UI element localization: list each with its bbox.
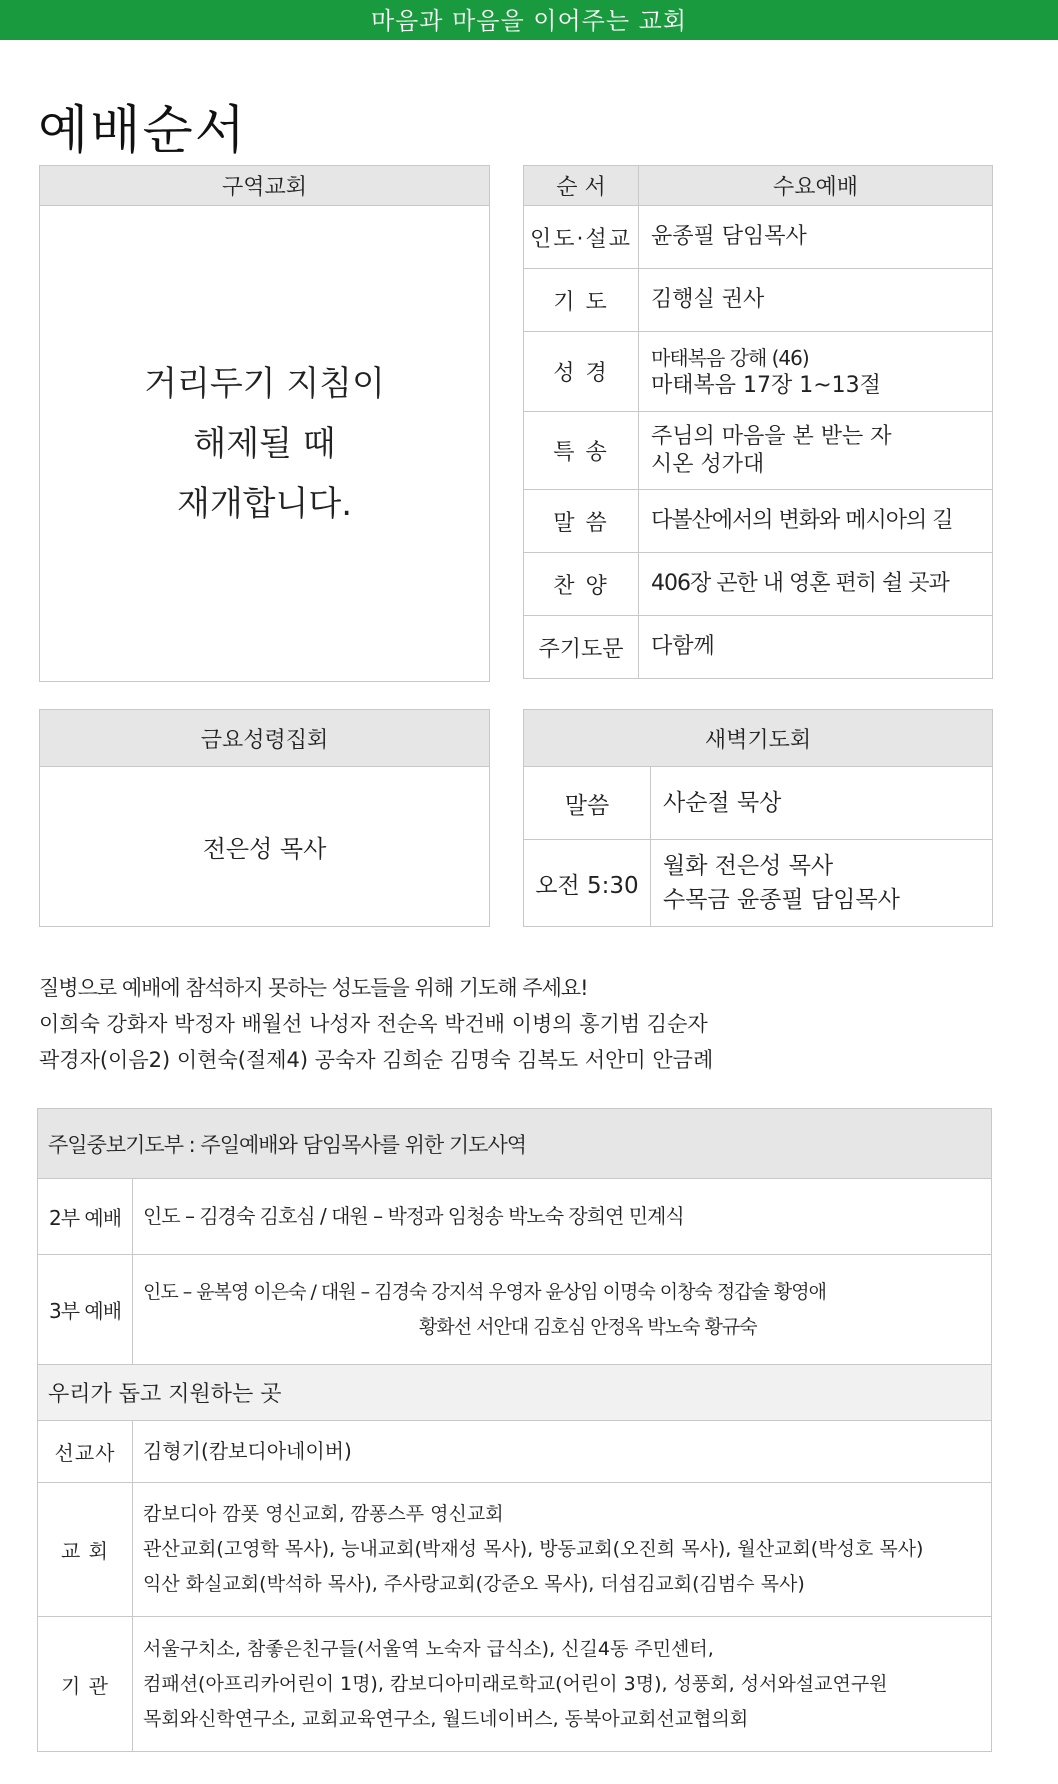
row-value: 김형기(캄보디아네이버) <box>133 1421 992 1483</box>
prayer-heading: 질병으로 예배에 참석하지 못하는 성도들을 위해 기도해 주세요! <box>39 976 588 1000</box>
support-line: 캄보디아 깜폿 영신교회, 깜퐁스푸 영신교회 <box>143 1503 504 1525</box>
row-value <box>133 1483 992 1617</box>
dawn-leader-line: 수목금 윤종필 담임목사 <box>663 887 900 913</box>
support-line: 목회와신학연구소, 교회교육연구소, 월드네이버스, 동북아교회선교협의회 <box>143 1707 749 1730</box>
row-label: 기 도 <box>524 269 639 332</box>
row-label: 말 씀 <box>524 490 639 553</box>
table-row <box>38 1617 992 1752</box>
top-banner: 마음과 마음을 이어주는 교회 <box>0 0 1058 40</box>
row-value: 김행실 권사 <box>639 269 993 332</box>
intercession-support-table <box>37 1108 992 1752</box>
row-value: 인도 – 김경숙 김호심 / 대원 – 박정과 임청송 박노숙 장희연 민계식 <box>133 1179 992 1255</box>
dawn-leader-line: 월화 전은성 목사 <box>663 853 834 879</box>
dawn-header: 새벽기도회 <box>524 710 993 767</box>
row-value <box>639 332 993 412</box>
table-row <box>38 1483 992 1617</box>
wednesday-worship-table <box>523 165 993 679</box>
row-label: 기 관 <box>38 1617 133 1752</box>
dawn-prayer-table <box>523 709 993 927</box>
row-label: 성 경 <box>524 332 639 412</box>
scripture-passage: 마태복음 17장 1~13절 <box>651 372 881 398</box>
row-value <box>639 412 993 490</box>
table-row <box>524 553 993 616</box>
special-song-choir: 시온 성가대 <box>651 451 765 477</box>
friday-leader: 전은성 목사 <box>40 767 490 927</box>
district-line: 해제될 때 <box>193 423 336 464</box>
support-line: 익산 화실교회(박석하 목사), 주사랑교회(강준오 목사), 더섬김교회(김범수 목사) <box>143 1573 805 1595</box>
intercession-line: 황화선 서안대 김호심 안정옥 박노숙 황규숙 <box>419 1315 757 1338</box>
table-row <box>38 1421 992 1483</box>
row-value <box>133 1617 992 1752</box>
support-title: 우리가 돕고 지원하는 곳 <box>38 1365 992 1421</box>
friday-meeting-box <box>39 709 490 927</box>
table-row <box>524 332 993 412</box>
table-row <box>38 1179 992 1255</box>
table-row <box>524 616 993 679</box>
support-line: 관산교회(고영학 목사), 능내교회(박재성 목사), 방동교회(오진희 목사), 월산교회(박성호 목사) <box>143 1538 924 1560</box>
row-value <box>133 1255 992 1365</box>
district-header: 구역교회 <box>40 166 490 206</box>
row-value: 윤종필 담임목사 <box>639 206 993 269</box>
table-row <box>524 269 993 332</box>
support-line: 서울구치소, 참좋은친구들(서울역 노숙자 급식소), 신길4동 주민센터, <box>143 1637 714 1660</box>
intercession-line: 인도 – 윤복영 이은숙 / 대원 – 김경숙 강지석 우영자 윤상임 이명숙 이창숙 정갑술 황영애 <box>143 1280 826 1303</box>
table-row <box>524 490 993 553</box>
row-label: 오전 5:30 <box>524 840 651 927</box>
table-row <box>38 1255 992 1365</box>
intercession-title: 주일중보기도부 : 주일예배와 담임목사를 위한 기도사역 <box>38 1109 992 1179</box>
prayer-request-section <box>39 970 713 1078</box>
row-value <box>651 840 993 927</box>
district-line: 거리두기 지침이 <box>144 363 385 404</box>
row-label: 말씀 <box>524 767 651 840</box>
wednesday-header: 수요예배 <box>639 166 993 206</box>
prayer-names: 곽경자(이음2) 이현숙(절제4) 공숙자 김희순 김명숙 김복도 서안미 안금례 <box>39 1048 714 1072</box>
row-label: 찬 양 <box>524 553 639 616</box>
table-row <box>524 840 993 927</box>
table-row <box>524 412 993 490</box>
table-row <box>524 767 993 840</box>
sermon-title: 다볼산에서의 변화와 메시아의 길 <box>639 490 993 553</box>
table-row <box>524 206 993 269</box>
row-label: 주기도문 <box>524 616 639 679</box>
row-label: 3부 예배 <box>38 1255 133 1365</box>
support-line: 컴패션(아프리카어린이 1명), 캄보디아미래로학교(어린이 3명), 성풍회, 성서와설교연구원 <box>143 1672 888 1695</box>
special-song-title: 주님의 마음을 본 받는 자 <box>651 423 892 449</box>
page-title: 예배순서 <box>38 101 247 161</box>
hymn: 406장 곤한 내 영혼 편히 쉴 곳과 <box>639 553 993 616</box>
row-value: 사순절 묵상 <box>651 767 993 840</box>
row-label: 2부 예배 <box>38 1179 133 1255</box>
district-notice <box>40 206 490 682</box>
order-header: 순 서 <box>524 166 639 206</box>
friday-header: 금요성령집회 <box>40 710 490 767</box>
district-church-box <box>39 165 490 682</box>
district-line: 재개합니다. <box>176 483 353 524</box>
prayer-names: 이희숙 강화자 박정자 배월선 나성자 전순옥 박건배 이병의 홍기범 김순자 <box>39 1012 708 1036</box>
row-label: 선교사 <box>38 1421 133 1483</box>
scripture-series: 마태복음 강해 (46) <box>651 345 809 370</box>
row-label: 교 회 <box>38 1483 133 1617</box>
row-label: 인도·설교 <box>524 206 639 269</box>
row-value: 다함께 <box>639 616 993 679</box>
row-label: 특 송 <box>524 412 639 490</box>
